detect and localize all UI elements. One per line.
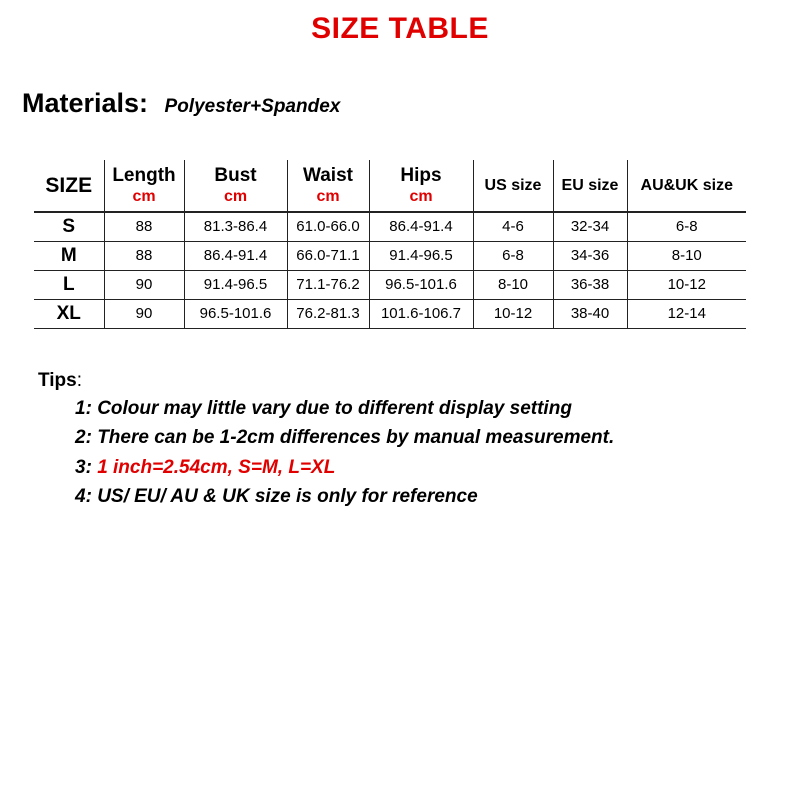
cell-bust: 81.3-86.4	[184, 212, 287, 241]
header-length-unit: cm	[132, 187, 156, 205]
cell-us-size: 6-8	[473, 241, 553, 270]
header-au-uk-size-label: AU&UK size	[640, 176, 733, 194]
tips-label: Tips	[38, 370, 77, 391]
tip-number: 1:	[75, 398, 92, 419]
cell-hips: 96.5-101.6	[369, 270, 473, 299]
header-waist-unit: cm	[316, 187, 340, 205]
cell-au-uk-size: 12-14	[627, 299, 746, 328]
tip-number: 2:	[75, 427, 92, 448]
cell-us-size: 4-6	[473, 212, 553, 241]
cell-au-uk-size: 10-12	[627, 270, 746, 299]
tip-text: 1 inch=2.54cm, S=M, L=XL	[97, 457, 336, 478]
cell-length: 90	[104, 270, 184, 299]
tip-item-1	[75, 398, 572, 420]
cell-size: M	[34, 241, 104, 270]
cell-hips: 86.4-91.4	[369, 212, 473, 241]
cell-waist: 61.0-66.0	[287, 212, 369, 241]
cell-bust: 91.4-96.5	[184, 270, 287, 299]
cell-us-size: 10-12	[473, 299, 553, 328]
table-row	[34, 212, 746, 241]
header-bust-label: Bust	[214, 164, 257, 186]
cell-hips: 101.6-106.7	[369, 299, 473, 328]
cell-length: 90	[104, 299, 184, 328]
header-au-uk-size	[627, 160, 746, 212]
table-row	[34, 299, 746, 328]
tip-item-4	[75, 486, 478, 508]
header-size-label: SIZE	[45, 173, 93, 197]
header-bust	[184, 160, 287, 212]
materials-value: Polyester+Spandex	[164, 96, 341, 117]
tip-text: There can be 1-2cm differences by manual measurement.	[97, 427, 615, 448]
cell-au-uk-size: 8-10	[627, 241, 746, 270]
cell-size: S	[34, 212, 104, 241]
header-us-size	[473, 160, 553, 212]
tips-colon: :	[76, 370, 82, 391]
cell-waist: 71.1-76.2	[287, 270, 369, 299]
header-bust-unit: cm	[223, 187, 248, 205]
size-table	[34, 160, 746, 329]
cell-eu-size: 36-38	[553, 270, 627, 299]
header-hips	[369, 160, 473, 212]
table-header-row	[34, 160, 746, 212]
cell-waist: 66.0-71.1	[287, 241, 369, 270]
tip-number: 4:	[75, 486, 92, 507]
cell-waist: 76.2-81.3	[287, 299, 369, 328]
tip-item-2	[75, 427, 614, 449]
table-row	[34, 270, 746, 299]
header-hips-unit: cm	[409, 187, 433, 205]
header-waist-label: Waist	[303, 164, 353, 186]
table-row	[34, 241, 746, 270]
header-hips-label: Hips	[400, 164, 442, 186]
materials-line	[22, 88, 340, 119]
cell-size: L	[34, 270, 104, 299]
tips-heading	[38, 370, 82, 392]
header-length-label: Length	[112, 164, 176, 186]
header-us-size-label: US size	[484, 176, 542, 194]
cell-length: 88	[104, 241, 184, 270]
cell-us-size: 8-10	[473, 270, 553, 299]
cell-bust: 86.4-91.4	[184, 241, 287, 270]
cell-eu-size: 38-40	[553, 299, 627, 328]
header-length	[104, 160, 184, 212]
materials-label: Materials:	[22, 88, 149, 118]
tip-text: US/ EU/ AU & UK size is only for reference	[97, 486, 478, 507]
header-size	[34, 160, 104, 212]
header-eu-size	[553, 160, 627, 212]
cell-eu-size: 34-36	[553, 241, 627, 270]
tip-text: Colour may little vary due to different display setting	[97, 398, 572, 419]
tip-number: 3:	[75, 457, 92, 478]
cell-size: XL	[34, 299, 104, 328]
tip-item-3	[75, 457, 335, 479]
cell-eu-size: 32-34	[553, 212, 627, 241]
cell-bust: 96.5-101.6	[184, 299, 287, 328]
cell-au-uk-size: 6-8	[627, 212, 746, 241]
page-title: SIZE TABLE	[311, 12, 489, 45]
cell-hips: 91.4-96.5	[369, 241, 473, 270]
header-eu-size-label: EU size	[561, 176, 619, 194]
header-waist	[287, 160, 369, 212]
cell-length: 88	[104, 212, 184, 241]
